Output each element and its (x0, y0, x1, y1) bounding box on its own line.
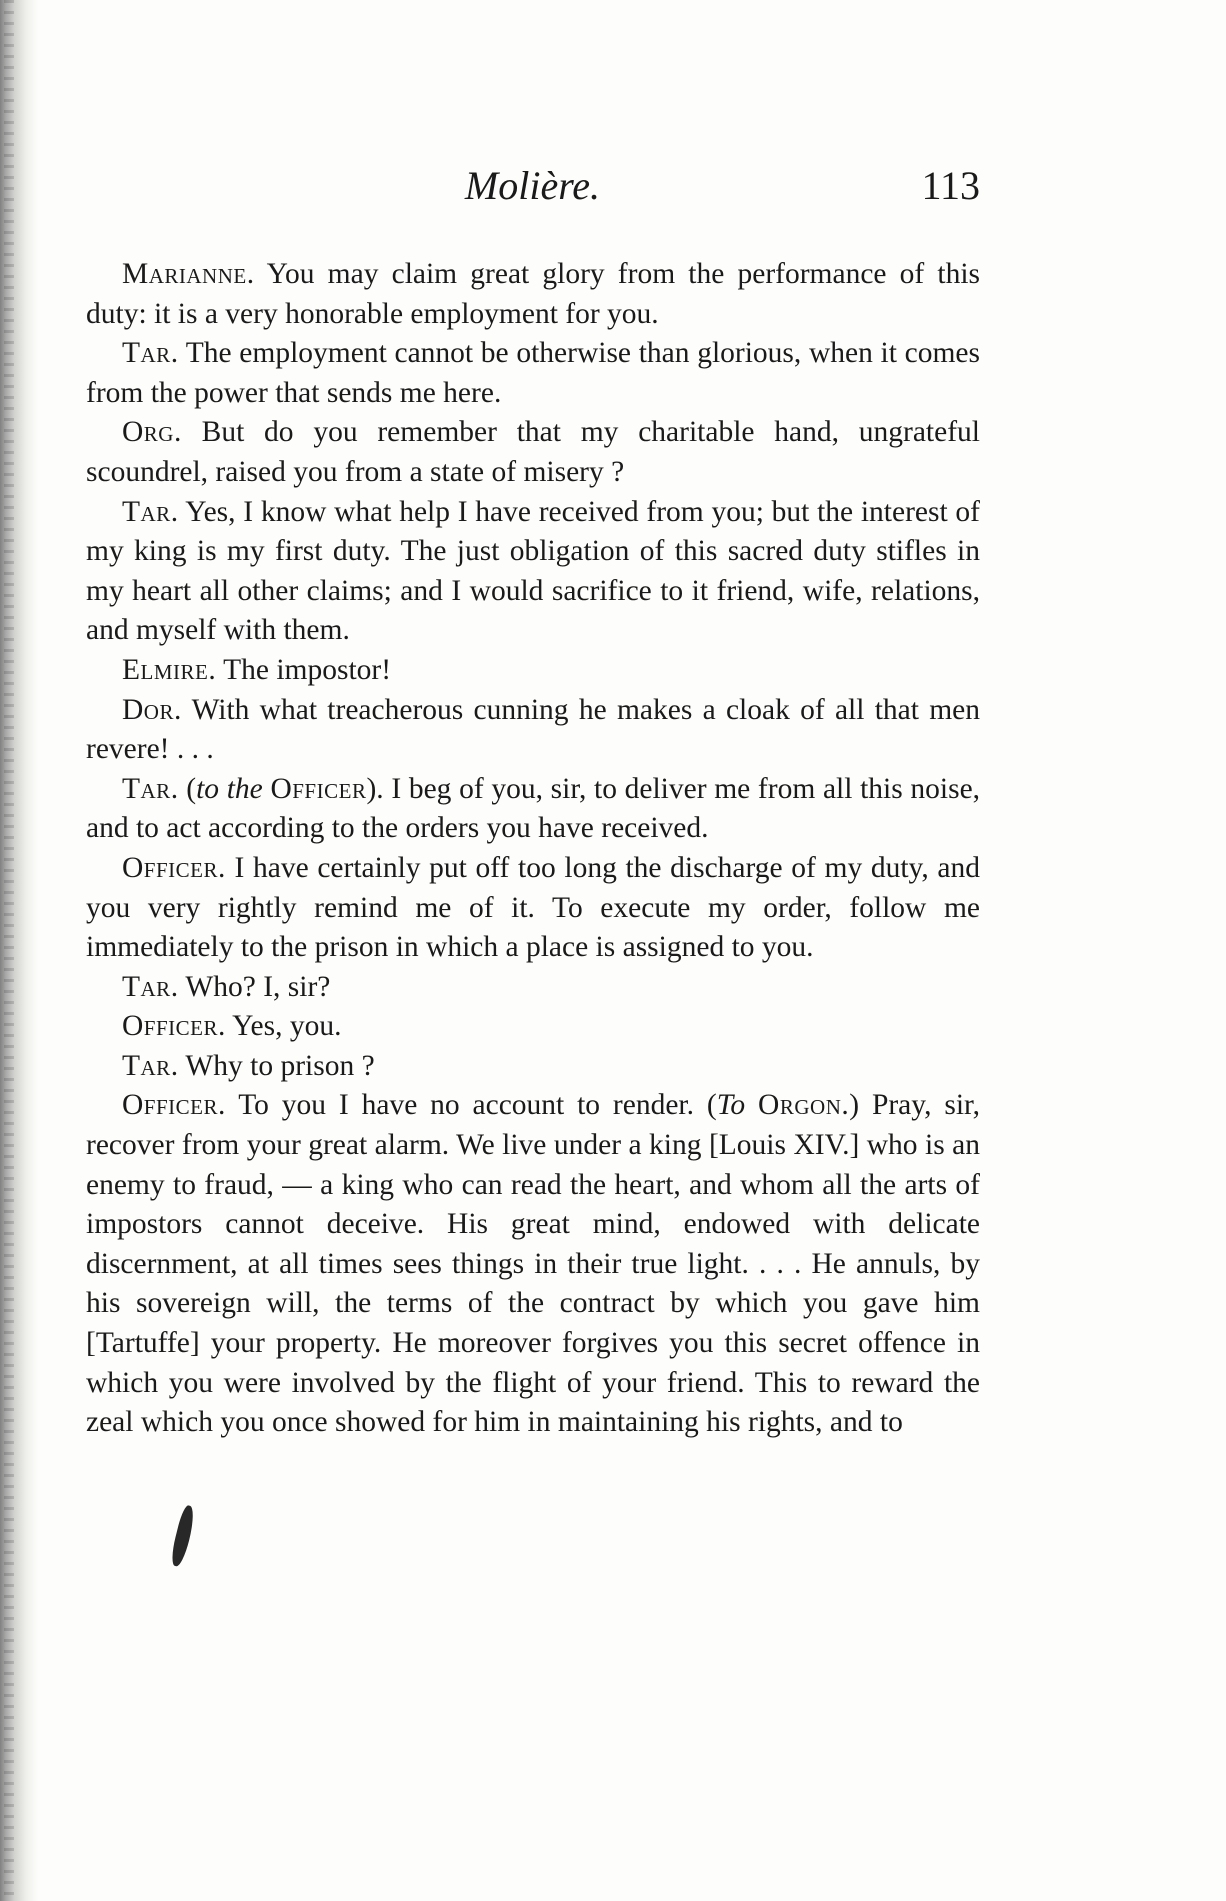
scan-gutter-speckle (4, 0, 14, 1901)
dialogue-line: Yes, you. (232, 1010, 342, 1043)
ink-blot (169, 1504, 198, 1568)
stage-direction-italic: to the (196, 772, 263, 805)
dialogue-paragraph (86, 413, 980, 492)
speaker-name: Elmire. (122, 653, 217, 686)
dialogue-paragraph (86, 255, 980, 334)
speaker-name: Officer. (122, 851, 226, 884)
dialogue-line: Who? I, sir? (185, 970, 331, 1003)
stage-direction-target: Orgon. (758, 1089, 850, 1122)
speaker-name: Tar. (122, 970, 179, 1003)
dialogue-paragraph (86, 770, 980, 849)
speaker-name: Officer. (122, 1010, 226, 1043)
dialogue-line: With what treacherous cunning he makes a cloak of all that men revere! . . . (86, 693, 981, 766)
dialogue-paragraph (86, 849, 980, 968)
stage-paren-close: ). (366, 772, 384, 805)
dialogue-line: I beg of you, sir, to deliver me from all this noise, and to act according to the orders you have received. (86, 772, 981, 845)
speaker-name: Officer. (122, 1089, 226, 1122)
dialogue-line: Pray, sir, recover from your great alarm. We live under a king [Louis XIV.] who is an enemy to fraud, — a king who can read the heart, and whom all the arts of impostors cannot deceive. His great mind, endowed with delicate discernment, at all times sees things in their true light. . . . He annuls, by his sovereign will, the terms of the contract by which you gave him [Tartuffe] your property. He moreover forgives you this secret offence in which you were involved by the flight of your friend. This to reward the zeal which you once showed for him in maintaining his rights, and to (86, 1089, 981, 1439)
speaker-name: Tar. (122, 1049, 179, 1082)
dialogue-paragraph (86, 651, 980, 691)
stage-direction (707, 1089, 859, 1121)
stage-paren-open: ( (186, 772, 197, 805)
dialogue-paragraph (86, 1086, 980, 1442)
dialogue-text (86, 255, 980, 1443)
stage-direction (186, 773, 383, 805)
stage-direction-italic: To (716, 1089, 746, 1122)
dialogue-line: Why to prison ? (185, 1049, 375, 1082)
running-title: Molière. (464, 163, 601, 208)
dialogue-line: But do you remember that my charitable hand, ungrateful scoundrel, raised you from a state of misery ? (86, 416, 980, 488)
dialogue-paragraph (86, 968, 980, 1008)
dialogue-paragraph (86, 493, 980, 651)
speaker-name: Dor. (122, 693, 182, 726)
stage-paren-close: ) (849, 1089, 860, 1122)
dialogue-paragraph (86, 1007, 980, 1047)
dialogue-line: I have certainly put off too long the discharge of my duty, and you very rightly remind me of it. To execute my order, follow me immediately to the prison in which a place is assigned to you. (86, 851, 981, 964)
dialogue-line: The employment cannot be otherwise than glorious, when it comes from the power that sends me here. (86, 337, 981, 409)
speaker-name: Tar. (122, 495, 179, 528)
dialogue-paragraph (86, 1047, 980, 1087)
dialogue-paragraph (86, 691, 980, 770)
dialogue-line: You may claim great glory from the performance of this duty: it is a very honorable employment for you. (86, 258, 981, 330)
speaker-name: Tar. (122, 337, 179, 370)
dialogue-paragraph (86, 334, 980, 413)
running-head (85, 162, 980, 222)
speaker-name: Marianne. (122, 258, 255, 290)
speaker-name: Tar. (122, 772, 179, 805)
dialogue-line: The impostor! (223, 653, 392, 686)
stage-paren-open: ( (706, 1089, 717, 1122)
page-number: 113 (921, 163, 980, 208)
speaker-name: Org. (122, 416, 182, 449)
stage-direction-target: Officer (270, 772, 367, 805)
dialogue-line: Yes, I know what help I have received from you; but the interest of my king is my first duty. The just obligation of this sacred duty stifles in my heart all other claims; and I would sacrifice to it friend, wife, relations, and myself with them. (86, 495, 980, 647)
dialogue-line-opening: To you I have no account to render. (238, 1089, 695, 1122)
